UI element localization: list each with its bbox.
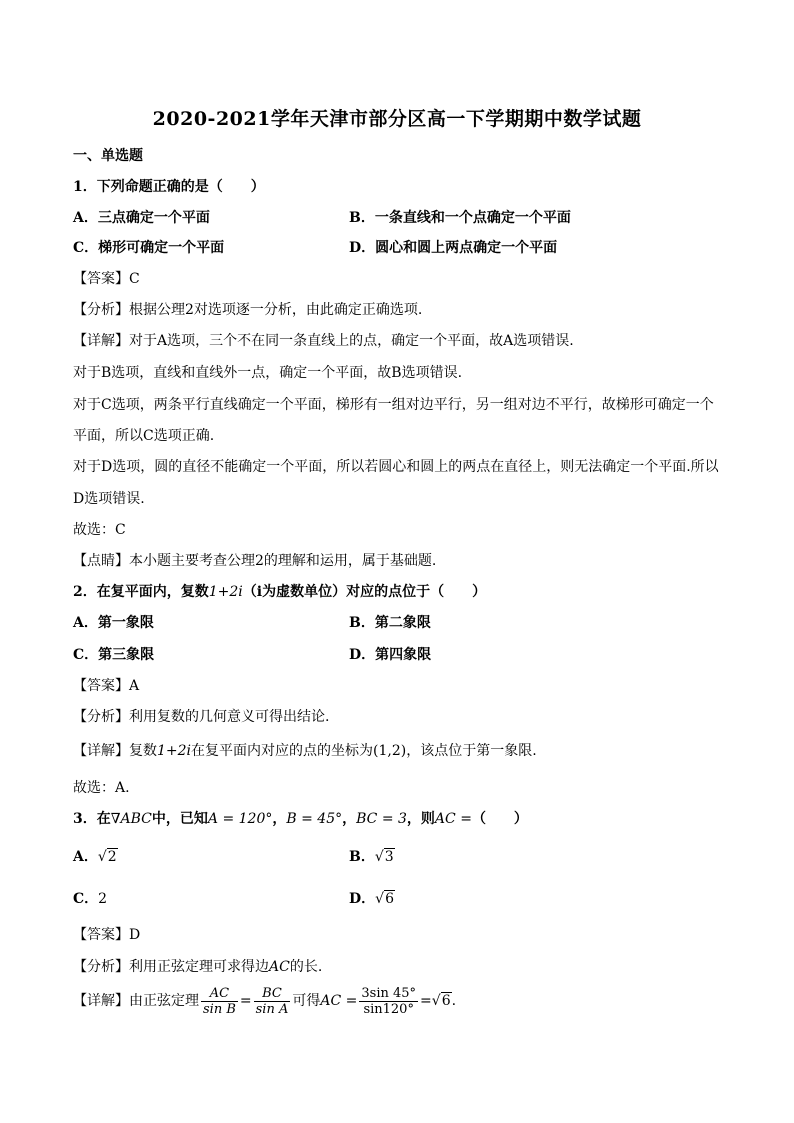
q2-stem — [73, 583, 486, 601]
q3-option-c — [73, 890, 107, 908]
q3-option-a-value: √2 — [97, 849, 117, 865]
q3-option-d-value: √6 — [375, 891, 394, 907]
q3-detail — [73, 984, 456, 1018]
q3-sep-1: ， — [272, 811, 287, 827]
q3-side-ac: AC = — [434, 811, 472, 827]
q3-detail-end: . — [451, 993, 457, 1009]
q3-option-c-value: 2 — [98, 891, 108, 907]
q3-option-b-value: √3 — [374, 849, 394, 865]
q2-stem-text-b: （i为虚数单位）对应的点位于（ ） — [242, 584, 487, 600]
q1-comment: 【点睛】本小题主要考查公理2的理解和运用，属于基础题. — [73, 553, 437, 569]
q2-option-c: C．第三象限 — [73, 647, 155, 663]
q3-option-a-label: A． — [73, 849, 98, 865]
q2-choose: 故选：A. — [73, 780, 130, 796]
q2-analysis: 【分析】利用复数的几何意义可得出结论. — [73, 709, 330, 725]
q3-stem-text-c: ，则 — [406, 811, 435, 827]
q3-eq-2: = — [420, 993, 432, 1009]
q2-detail — [73, 742, 537, 760]
q3-angle-b: B = 45° — [286, 811, 343, 827]
q3-stem-text-a: 3．在 — [73, 811, 111, 827]
q3-fraction-bc-sina: $\frac{BC}{\text{sin A}}$ — [255, 985, 289, 1017]
q1-answer: 【答案】C — [73, 271, 140, 287]
q3-fraction-result: $\frac{3\sin 45^\circ}{\sin 120^\circ}$ — [361, 985, 417, 1017]
section-heading: 一、单选题 — [73, 148, 143, 164]
q1-detail-1: 【详解】对于A选项，三个不在同一条直线上的点，确定一个平面，故A选项错误. — [73, 333, 574, 349]
q2-option-b: B．第二象限 — [349, 615, 431, 631]
q3-answer: 【答案】D — [73, 927, 141, 943]
q1-analysis: 【分析】根据公理2对选项逐一分析，由此确定正确选项. — [73, 302, 423, 318]
q2-detail-text-c: ，该点位于第一象限. — [406, 743, 537, 759]
q1-option-b: B．一条直线和一个点确定一个平面 — [349, 210, 571, 226]
q2-detail-point: (1,2) — [373, 743, 407, 759]
q2-option-a: A．第一象限 — [73, 615, 154, 631]
q1-option-c: C．梯形可确定一个平面 — [73, 240, 225, 256]
q1-detail-5: 对于D选项，圆的直径不能确定一个平面，所以若圆心和圆上的两点在直径上，则无法确定一个平面.所以 — [73, 459, 719, 475]
q3-triangle: ∇ABC — [110, 811, 152, 827]
q3-analysis-expr: AC — [269, 959, 290, 975]
q2-detail-text-a: 【详解】复数 — [73, 743, 157, 759]
q3-side-bc: BC = 3 — [356, 811, 407, 827]
q3-sep-2: ， — [342, 811, 357, 827]
q3-analysis-text-a: 【分析】利用正弦定理可求得边 — [73, 959, 269, 975]
q3-analysis — [73, 958, 322, 976]
q2-stem-text-a: 2．在复平面内，复数 — [73, 584, 209, 600]
q2-stem-expr: 1+2i — [208, 584, 243, 600]
q1-detail-2: 对于B选项，直线和直线外一点，确定一个平面，故B选项错误. — [73, 365, 463, 381]
page-title: 2020-2021学年天津市部分区高一下学期期中数学试题 — [152, 108, 642, 130]
q3-stem-text-d: （ ） — [471, 811, 528, 827]
q3-option-b-label: B． — [349, 849, 375, 865]
q3-stem-text-b: 中，已知 — [151, 811, 208, 827]
q2-detail-expr: 1+2i — [157, 743, 192, 759]
q2-option-d: D．第四象限 — [349, 647, 432, 663]
q2-detail-text-b: 在复平面内对应的点的坐标为 — [191, 743, 374, 759]
q3-option-a — [73, 848, 118, 866]
q3-detail-ac: AC = — [320, 993, 358, 1009]
q1-detail-6: D选项错误. — [73, 491, 145, 507]
q3-option-b — [349, 848, 395, 866]
q3-option-d-label: D． — [349, 891, 376, 907]
q1-option-d: D．圆心和圆上两点确定一个平面 — [349, 240, 558, 256]
q3-detail-text-b: 可得 — [292, 993, 321, 1009]
q3-analysis-text-b: 的长. — [289, 959, 323, 975]
q3-eq-1: = — [239, 993, 252, 1009]
q1-stem: 1．下列命题正确的是（ ） — [73, 179, 265, 195]
q3-fraction-ac-sinb: $\frac{AC}{\text{sin B}}$ — [203, 985, 236, 1017]
q3-option-d — [349, 890, 395, 908]
q3-detail-text-a: 【详解】由正弦定理 — [73, 993, 199, 1009]
q1-detail-4: 平面，所以C选项正确. — [73, 428, 215, 444]
q2-answer: 【答案】A — [73, 678, 140, 694]
q1-option-a: A．三点确定一个平面 — [73, 210, 210, 226]
q3-option-c-label: C． — [73, 891, 99, 907]
q3-angle-a: A = 120° — [207, 811, 273, 827]
q3-stem — [73, 810, 528, 828]
q1-choose: 故选：C — [73, 522, 126, 538]
q1-detail-3: 对于C选项，两条平行直线确定一个平面，梯形有一组对边平行，另一组对边不平行，故梯形可确定一个 — [73, 397, 714, 413]
q3-detail-result: √6 — [431, 993, 451, 1009]
